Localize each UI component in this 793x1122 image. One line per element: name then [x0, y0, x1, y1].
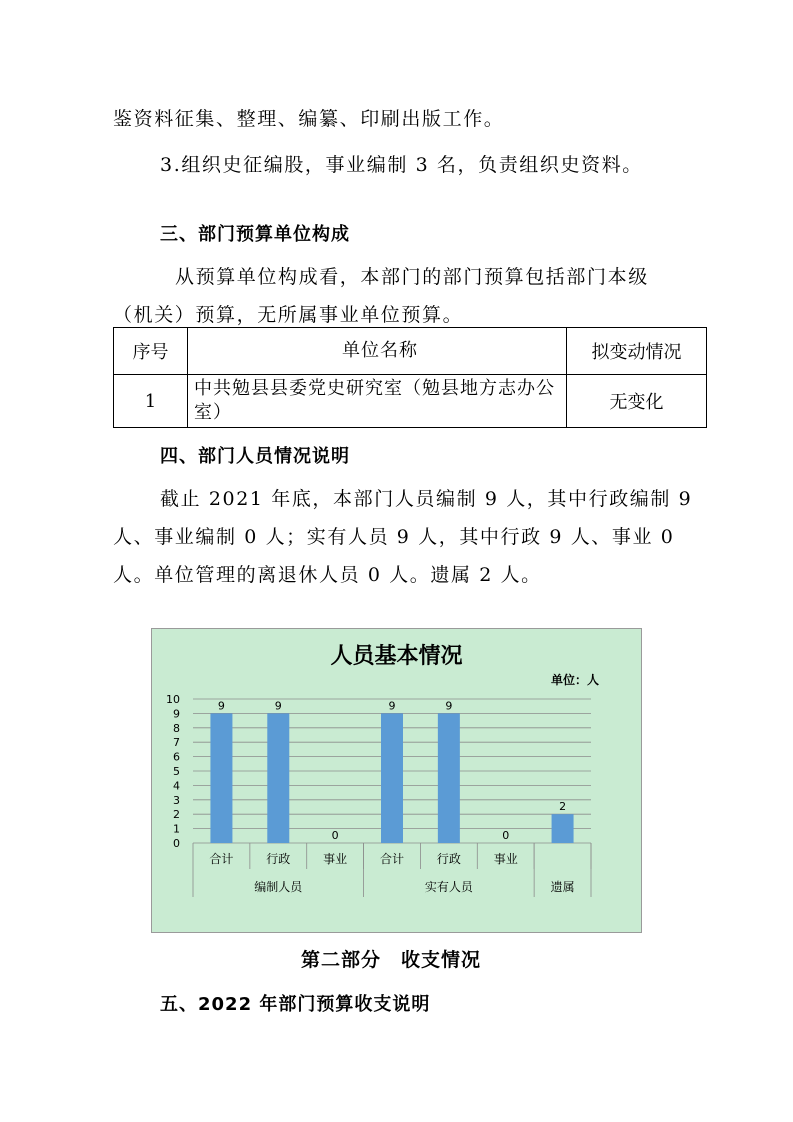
paragraph-budget-units-2: （机关）预算，无所属事业单位预算。	[113, 304, 464, 326]
x-tick-label: 事业	[493, 852, 518, 866]
paragraph-continued: 鉴资料征集、整理、编纂、印刷出版工作。	[113, 108, 505, 130]
x-tick-label: 行政	[436, 852, 461, 866]
y-tick-label: 1	[173, 822, 180, 836]
table-cell-name: 中共勉县县委党史研究室（勉县地方志办公室）	[188, 375, 567, 428]
table-cell-change: 无变化	[567, 375, 707, 428]
y-tick-label: 5	[173, 765, 180, 778]
budget-units-table	[113, 327, 707, 428]
bar	[438, 713, 460, 843]
y-tick-label: 8	[173, 721, 180, 735]
x-tick-label: 合计	[379, 852, 405, 866]
paragraph-staff-3: 人。单位管理的离退休人员 0 人。遗属 2 人。	[113, 564, 542, 586]
section-heading-4: 四、部门人员情况说明	[160, 446, 350, 467]
table-header-row	[114, 328, 707, 375]
chart-unit-label: 单位：人	[550, 673, 599, 687]
y-tick-label: 4	[173, 779, 180, 793]
table-header-change: 拟变动情况	[567, 328, 707, 375]
y-tick-label: 7	[173, 736, 180, 750]
data-label: 2	[559, 800, 567, 814]
y-tick-label: 9	[173, 707, 180, 721]
y-tick-label: 3	[173, 793, 180, 807]
paragraph-staff-2: 人、事业编制 0 人；实有人员 9 人，其中行政 9 人、事业 0	[113, 526, 675, 548]
bar	[381, 713, 403, 843]
data-label: 9	[217, 699, 225, 713]
y-tick-label: 0	[173, 837, 180, 850]
section-heading-3: 三、部门预算单位构成	[160, 224, 350, 245]
x-group-label: 编制人员	[254, 880, 303, 894]
y-tick-label: 10	[166, 693, 180, 706]
data-label: 0	[502, 829, 510, 842]
data-label: 9	[388, 699, 396, 713]
x-group-label: 实有人员	[424, 880, 473, 894]
x-group-label: 遗属	[550, 880, 575, 894]
part-heading: 第二部分 收支情况	[301, 949, 482, 971]
data-label: 9	[445, 699, 453, 713]
section-heading-5: 五、2022 年部门预算收支说明	[160, 994, 431, 1015]
x-tick-label: 行政	[266, 852, 291, 866]
table-row	[114, 375, 707, 428]
paragraph-item-3: 3.组织史征编股，事业编制 3 名，负责组织史资料。	[160, 154, 643, 176]
x-tick-label: 事业	[323, 852, 348, 866]
staff-chart	[151, 628, 642, 933]
bar	[267, 713, 289, 843]
paragraph-staff-1: 截止 2021 年底，本部门人员编制 9 人，其中行政编制 9	[160, 488, 693, 510]
chart-title: 人员基本情况	[330, 644, 463, 669]
data-label: 0	[331, 829, 339, 842]
paragraph-budget-units-1: 从预算单位构成看，本部门的部门预算包括部门本级	[175, 266, 649, 288]
table-cell-num: 1	[114, 375, 188, 428]
table-header-name: 单位名称	[188, 328, 567, 375]
bar	[210, 713, 232, 843]
y-tick-label: 2	[173, 808, 180, 822]
bar	[552, 814, 574, 843]
x-tick-label: 合计	[209, 852, 234, 866]
y-tick-label: 6	[173, 750, 180, 764]
table-header-num: 序号	[114, 328, 188, 375]
data-label: 9	[274, 699, 282, 713]
